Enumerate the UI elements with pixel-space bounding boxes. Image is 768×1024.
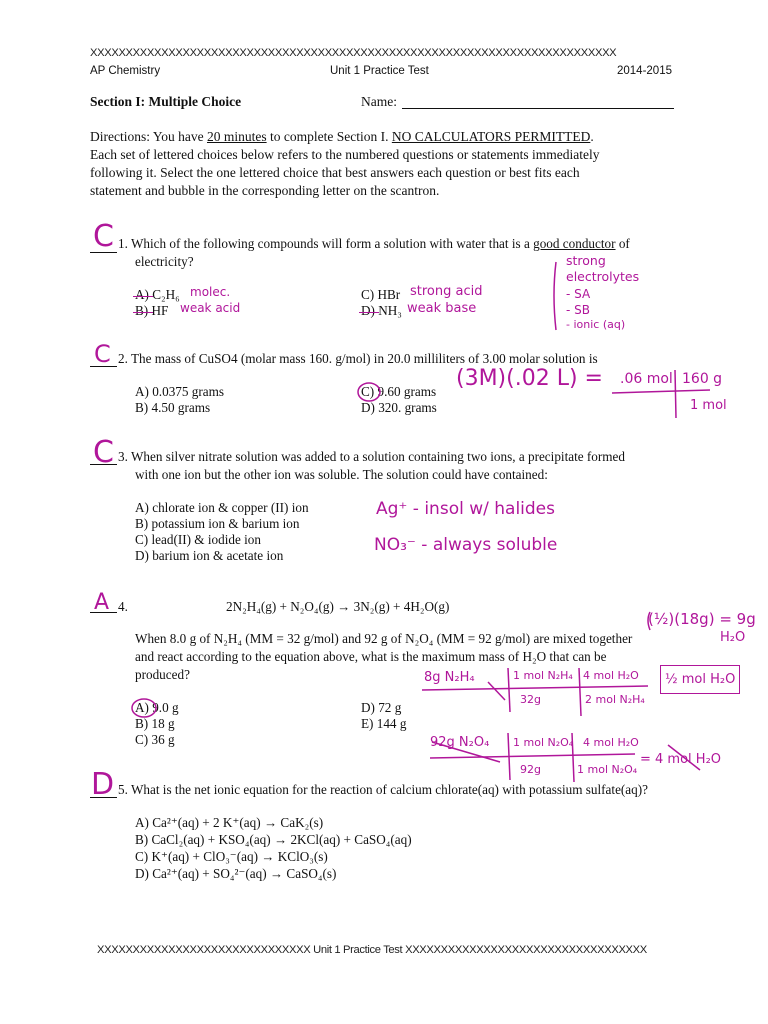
q4-work-r2-a: 92g N₂O₄ (430, 735, 490, 750)
q4-choice-a[interactable]: A) 9.0 g (135, 700, 179, 715)
q2-work-1: (3M)(.02 L) = (456, 366, 603, 391)
header-x-line: XXXXXXXXXXXXXXXXXXXXXXXXXXXXXXXXXXXXXXXXXXXXXXXXXXXXXXXXXXXXXXXXXXXXXXXXXX (90, 47, 617, 59)
q4-choice-c[interactable]: C) 36 g (135, 732, 175, 747)
q4-handwritten-answer: A (94, 590, 110, 615)
q4-equation: 2N₂H₄(g) + N₂O₄(g) → 3N₂(g) + 4H₂O(g) (226, 599, 450, 614)
q5-choice-a[interactable]: A) Ca²⁺(aq) + 2 K⁺(aq) → CaK₂(s) (135, 815, 324, 830)
section-title: Section I: Multiple Choice (90, 94, 242, 109)
q4-choice-b[interactable]: B) 18 g (135, 716, 175, 731)
q1-bracket (554, 262, 556, 330)
q4-circle-a (132, 699, 156, 717)
q4-r2-div2 (572, 733, 574, 782)
q2-fraction-bar (612, 390, 710, 393)
q4-work-r1-b: 1 mol N₂H₄ (513, 669, 573, 682)
q4-work-r2-e: 1 mol N₂O₄ (577, 763, 638, 776)
q1-side-note-5: - ionic (aq) (566, 318, 626, 331)
q1-side-note-4: - SB (566, 303, 590, 317)
q4-work-r1-a: 8g N₂H₄ (424, 670, 475, 685)
q4-stem-line-3: produced? (135, 667, 190, 682)
q4-work-top: (½)(18g) = 9g (648, 610, 756, 628)
q3-handwritten-answer: C (93, 435, 114, 470)
q2-choice-a[interactable]: A) 0.0375 grams (135, 384, 225, 399)
q5-handwritten-answer: D (91, 767, 115, 802)
q4-stem-line-2: and react according to the equation above, what is the maximum mass of H₂O that can be (135, 649, 607, 664)
q4-work-r1-d: 32g (520, 693, 541, 706)
q2-stem: 2. The mass of CuSO4 (molar mass 160. g/mol) in 20.0 milliliters of 3.00 molar solution is (118, 351, 598, 366)
q1-side-note-1: strong (566, 253, 606, 268)
q5-choice-b[interactable]: B) CaCl₂(aq) + KSO₄(aq) → 2KCl(aq) + CaSO₄(aq) (135, 832, 412, 847)
q4-work-r1-c: 4 mol H₂O (583, 669, 639, 682)
q1-choice-a[interactable]: A) C₂H₆ (135, 287, 180, 302)
q4-top-paren (648, 612, 650, 630)
q1-choice-b[interactable]: B) HF (135, 303, 169, 318)
q3-choice-b[interactable]: B) potassium ion & barium ion (135, 516, 300, 531)
directions-line-3: following it. Select the one lettered choice that best answers each question or best fits each (90, 165, 580, 180)
q2-choice-b[interactable]: B) 4.50 grams (135, 400, 211, 415)
q5-stem: 5. What is the net ionic equation for the reaction of calcium chlorate(aq) with potassium sulfate(aq)? (118, 782, 649, 797)
q4-r2-cross2 (668, 745, 700, 770)
q1-note-d: weak base (407, 301, 477, 316)
q4-work-r2-b: 1 mol N₂O₄ (513, 736, 574, 749)
q4-r2-cross (432, 742, 500, 762)
directions-line-1: Directions: You have 20 minutes to complete Section I. NO CALCULATORS PERMITTED. (90, 129, 594, 144)
q2-work-2: .06 mol (620, 371, 673, 387)
q1-side-note-3: - SA (566, 287, 591, 301)
q1-choice-d[interactable]: D) NH₃ (361, 303, 402, 318)
q4-r1-div1 (508, 668, 510, 712)
q4-r1-bar (422, 686, 648, 690)
q5-choice-d[interactable]: D) Ca²⁺(aq) + SO₄²⁻(aq) → CaSO₄(s) (135, 866, 337, 881)
q5-choice-c[interactable]: C) K⁺(aq) + ClO₃⁻(aq) → KClO₃(s) (135, 849, 328, 864)
q4-work-r2-d: 92g (520, 763, 541, 776)
q3-choice-d[interactable]: D) barium ion & acetate ion (135, 548, 284, 563)
q3-stem-line-2: with one ion but the other ion was soluble. The solution could have contained: (135, 467, 548, 482)
q3-choice-c[interactable]: C) lead(II) & iodide ion (135, 532, 261, 547)
q2-choice-c[interactable]: C) 9.60 grams (361, 384, 437, 399)
q3-note-2: NO₃⁻ - always soluble (374, 535, 558, 555)
q4-choice-e[interactable]: E) 144 g (361, 716, 407, 731)
q4-work-r2-c: 4 mol H₂O (583, 736, 639, 749)
q4-r2-bar (430, 754, 635, 758)
q4-r1-cross1 (488, 682, 505, 700)
q3-stem: 3. When silver nitrate solution was added to a solution containing two ions, a precipitate formed (118, 449, 625, 464)
q4-number: 4. (118, 599, 128, 614)
header-year: 2014-2015 (617, 65, 672, 77)
q1-side-note-2: electrolytes (566, 269, 640, 284)
directions-line-4: statement and bubble in the corresponding letter on the scantron. (90, 183, 440, 198)
q1-handwritten-answer: C (93, 219, 114, 254)
header-test: Unit 1 Practice Test (330, 65, 429, 77)
footer: XXXXXXXXXXXXXXXXXXXXXXXXXXXXXX Unit 1 Practice Test XXXXXXXXXXXXXXXXXXXXXXXXXXXXXXXXXX (97, 944, 647, 956)
q2-work-3: 160 g (682, 371, 723, 387)
directions-line-2: Each set of lettered choices below refers to the numbered questions or statements immediately (90, 147, 600, 162)
q4-work-r2-result: = 4 mol H₂O (640, 752, 722, 767)
q1-choice-c[interactable]: C) HBr (361, 287, 401, 302)
q1-note-b: weak acid (180, 301, 241, 315)
q1-note-c: strong acid (410, 284, 483, 299)
q2-work-4: 1 mol (690, 398, 727, 413)
q4-work-r1-result: ½ mol H₂O (660, 665, 740, 694)
q1-stem: 1. Which of the following compounds will form a solution with water that is a good conductor of (118, 236, 630, 251)
q4-choice-d[interactable]: D) 72 g (361, 700, 402, 715)
name-label: Name: (361, 94, 397, 109)
q4-r1-div2 (579, 668, 581, 716)
q1-stem-line-2: electricity? (135, 254, 194, 269)
q3-note-1: Ag⁺ - insol w/ halides (376, 499, 555, 519)
header-course: AP Chemistry (90, 65, 161, 77)
q4-work-top-2: H₂O (720, 630, 746, 645)
q2-handwritten-answer: C (94, 340, 111, 368)
q2-divider (675, 370, 676, 418)
q1-note-a: molec. (190, 285, 231, 299)
q4-r2-div1 (508, 733, 510, 780)
q4-work-r1-e: 2 mol N₂H₄ (585, 693, 645, 706)
q2-circle-c (358, 383, 380, 401)
q3-choice-a[interactable]: A) chlorate ion & copper (II) ion (135, 500, 309, 515)
q4-stem-line-1: When 8.0 g of N₂H₄ (MM = 32 g/mol) and 92 g of N₂O₄ (MM = 92 g/mol) are mixed together (135, 631, 633, 646)
q2-choice-d[interactable]: D) 320. grams (361, 400, 437, 415)
